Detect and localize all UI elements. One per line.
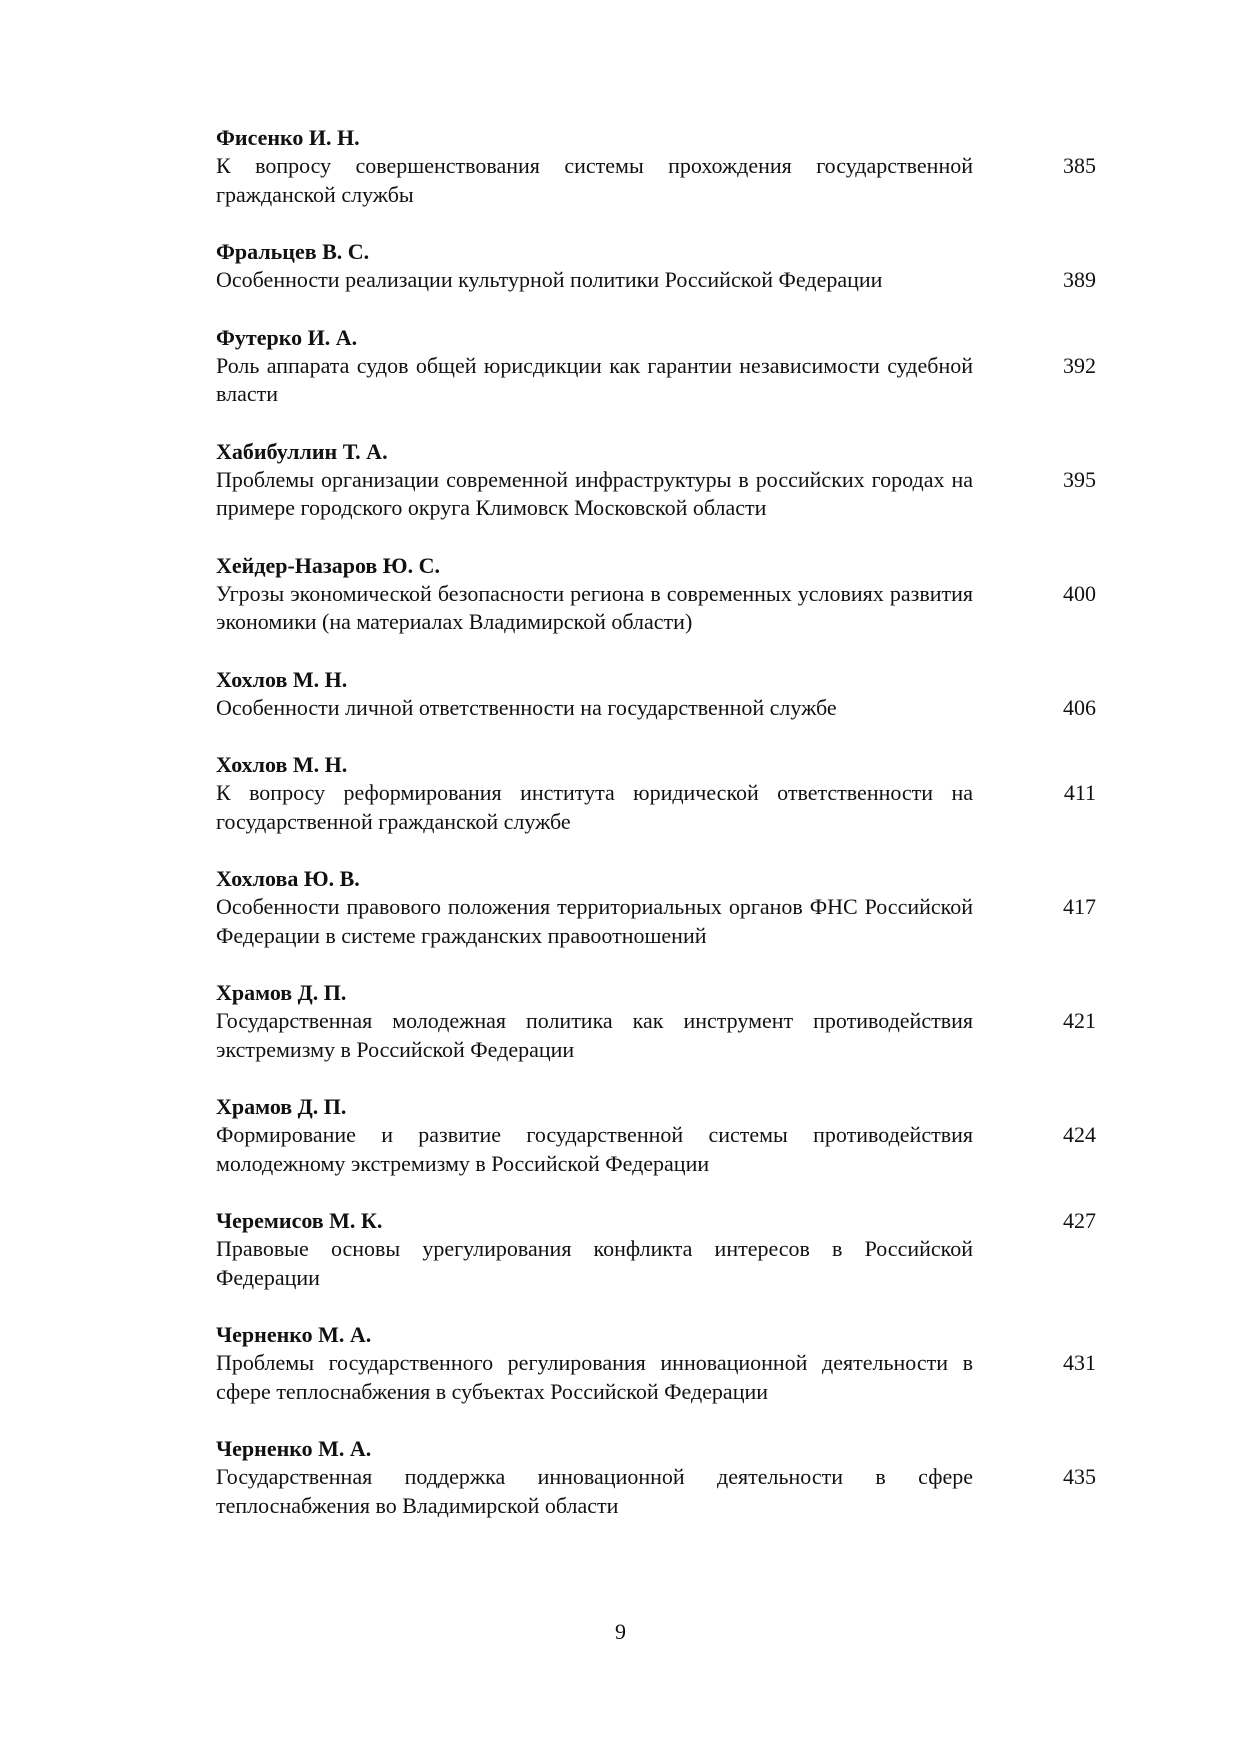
toc-entry xyxy=(216,1093,1096,1178)
toc-entry xyxy=(216,438,1096,523)
toc-entry xyxy=(216,1321,1096,1406)
toc-author: Черненко М. А. xyxy=(216,1322,372,1347)
table-of-contents xyxy=(216,124,1096,1549)
toc-author: Фисенко И. Н. xyxy=(216,125,360,150)
toc-author: Храмов Д. П. xyxy=(216,1094,347,1119)
toc-author: Черемисов М. К. xyxy=(216,1208,383,1233)
toc-author: Хохлова Ю. В. xyxy=(216,866,360,891)
toc-title: Особенности правового положения территориальных органов ФНС Российской Федерации в системе гражданских правоотношений xyxy=(216,894,973,948)
toc-entry xyxy=(216,666,1096,723)
toc-entry xyxy=(216,124,1096,209)
toc-page: 389 xyxy=(1063,267,1096,292)
toc-title: Государственная поддержка инновационной деятельности в сфере теплоснабжения во Владимирской области xyxy=(216,1464,973,1518)
toc-page: 392 xyxy=(1063,352,1096,378)
toc-title: Государственная молодежная политика как инструмент противодействия экстремизму в Российской Федерации xyxy=(216,1008,973,1062)
toc-author: Хохлов М. Н. xyxy=(216,752,348,777)
toc-author: Фральцев В. С. xyxy=(216,239,370,264)
toc-entry xyxy=(216,552,1096,637)
toc-entry xyxy=(216,238,1096,295)
toc-page: 411 xyxy=(1063,780,1096,805)
toc-title: Формирование и развитие государственной системы противодействия молодежному экстремизму в Российской Федерации xyxy=(216,1122,973,1176)
toc-title: Роль аппарата судов общей юрисдикции как гарантии независимости судебной власти xyxy=(216,352,973,406)
toc-entry xyxy=(216,1207,1096,1292)
toc-page: 400 xyxy=(1063,580,1096,606)
toc-author: Черненко М. А. xyxy=(216,1436,372,1461)
toc-entry xyxy=(216,324,1096,409)
toc-entry xyxy=(216,751,1096,836)
toc-entry xyxy=(216,865,1096,950)
page-number: 9 xyxy=(615,1619,626,1644)
toc-author: Футерко И. А. xyxy=(216,324,358,350)
toc-entry xyxy=(216,979,1096,1064)
toc-title: Проблемы государственного регулирования инновационной деятельности в сфере теплоснабжения в субъектах Российской Федерации xyxy=(216,1350,973,1404)
toc-title: Особенности личной ответственности на государственной службе xyxy=(216,694,837,720)
toc-entry xyxy=(216,1435,1096,1520)
toc-author: Храмов Д. П. xyxy=(216,980,347,1005)
toc-page: 427 xyxy=(1063,1208,1096,1233)
toc-author: Хейдер-Назаров Ю. С. xyxy=(216,552,440,578)
toc-page: 385 xyxy=(1063,153,1096,178)
toc-page: 406 xyxy=(1063,694,1096,720)
toc-page: 395 xyxy=(1063,466,1096,492)
toc-title: Угрозы экономической безопасности региона в современных условиях развития экономики (на материалах Владимирской области) xyxy=(216,580,973,634)
toc-author: Хабибуллин Т. А. xyxy=(216,438,388,464)
toc-page: 421 xyxy=(1063,1008,1096,1033)
toc-title: К вопросу совершенствования системы прохождения государственной гражданской службы xyxy=(216,153,973,207)
toc-page: 431 xyxy=(1063,1350,1096,1375)
toc-page: 435 xyxy=(1063,1464,1096,1489)
toc-author: Хохлов М. Н. xyxy=(216,666,348,692)
toc-title: Проблемы организации современной инфраструктуры в российских городах на примере городского округа Климовск Московской области xyxy=(216,466,973,520)
toc-title: Правовые основы урегулирования конфликта интересов в Российской Федерации xyxy=(216,1236,973,1290)
toc-title: Особенности реализации культурной политики Российской Федерации xyxy=(216,267,883,292)
toc-page: 417 xyxy=(1063,894,1096,919)
toc-title: К вопросу реформирования института юридической ответственности на государственной гражданской службе xyxy=(216,780,973,834)
toc-page: 424 xyxy=(1063,1122,1096,1147)
